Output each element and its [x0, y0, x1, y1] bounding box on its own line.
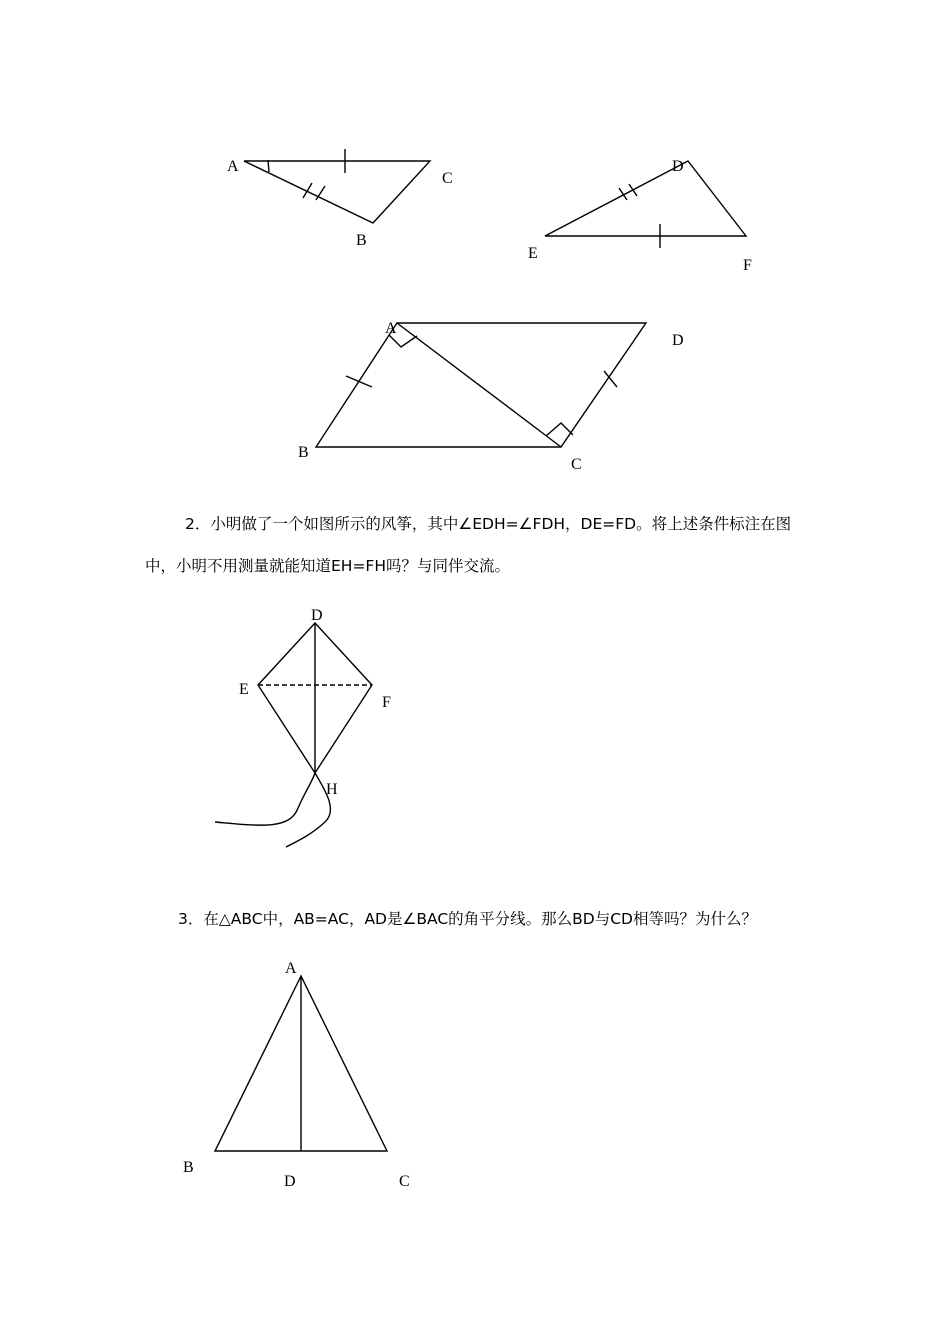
kite-label-e: E	[239, 681, 249, 698]
triangle-label-c: C	[399, 1173, 410, 1190]
vertex-label-f: F	[743, 257, 752, 274]
kite-label-d: D	[311, 607, 323, 624]
vertex-label-b: B	[356, 232, 367, 249]
vertex-label-d: D	[672, 158, 684, 175]
tick-mark-cd	[604, 371, 617, 387]
problem-3-text: 3．在△ABC中，AB=AC，AD是∠BAC的角平分线。那么BD与CD相等吗？为什么？	[178, 910, 757, 928]
vertex-label-c: C	[571, 456, 582, 473]
triangle-def-outline	[545, 161, 746, 236]
triangle-abc-figure	[227, 149, 453, 249]
vertex-label-d: D	[672, 332, 684, 349]
isosceles-triangle-figure	[183, 960, 410, 1190]
problem-2-line-2: 中，小明不用测量就能知道EH=FH吗？与同伴交流。	[145, 557, 511, 575]
kite-string	[215, 773, 330, 847]
problem-2-line-1: 2．小明做了一个如图所示的风筝，其中∠EDH=∠FDH，DE=FD。将上述条件标注在图	[185, 515, 792, 533]
triangle-label-b: B	[183, 1159, 194, 1176]
kite-label-h: H	[326, 781, 338, 798]
vertex-label-c: C	[442, 170, 453, 187]
tick-mark-de-2	[629, 184, 637, 196]
diagonal-ac	[397, 323, 561, 447]
vertex-label-b: B	[298, 444, 309, 461]
vertex-label-a: A	[227, 158, 239, 175]
kite-figure	[215, 607, 391, 847]
kite-label-f: F	[382, 694, 391, 711]
triangle-def-figure	[528, 158, 752, 274]
vertex-label-a: A	[385, 320, 397, 337]
parallelogram-figure	[298, 320, 684, 473]
triangle-label-a: A	[285, 960, 297, 977]
right-angle-mark-c	[546, 423, 573, 436]
angle-arc-a	[268, 160, 269, 172]
triangle-abc-outline	[244, 161, 430, 223]
tick-mark-ab	[346, 376, 372, 387]
triangle-label-d: D	[284, 1173, 296, 1190]
vertex-label-e: E	[528, 245, 538, 262]
